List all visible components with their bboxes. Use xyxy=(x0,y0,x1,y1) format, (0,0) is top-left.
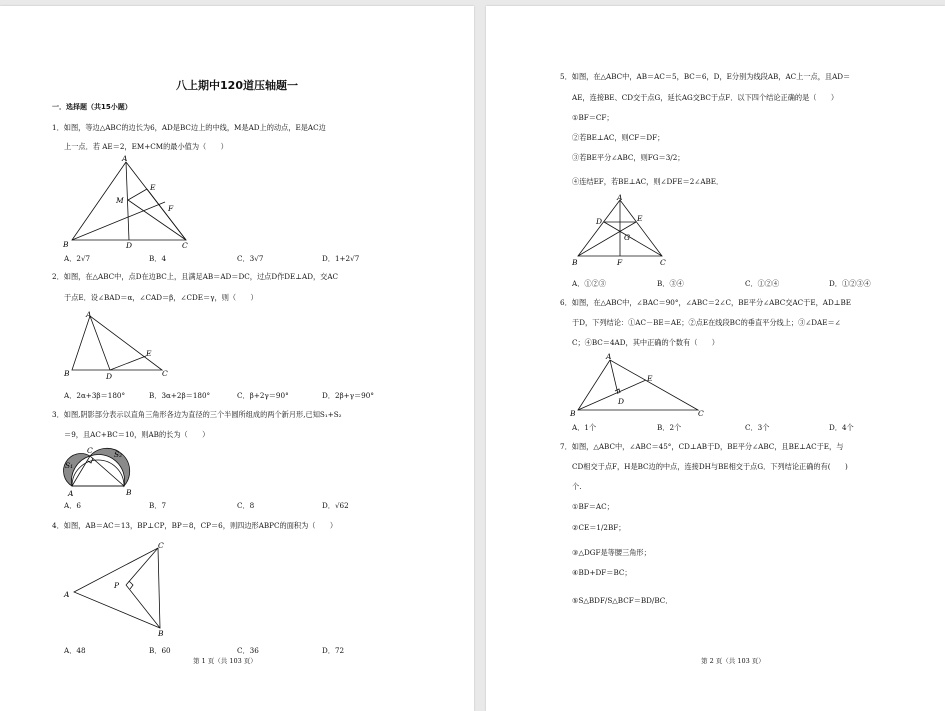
q2-text-line2: 于点E．设∠BAD＝α，∠CAD＝β，∠CDE＝γ，则（ ） xyxy=(64,293,258,302)
q5-option-d: D．①②③④ xyxy=(829,279,871,288)
q3-text-line1: 3．如图,阴影部分表示以直角三角形各边为直径的三个半圆所组成的两个新月形,已知S₁+S₂ xyxy=(52,410,342,419)
q1-text-line2: 上一点．若 AE＝2，EM+CM的最小值为（ ） xyxy=(64,142,228,151)
q5-statement-3: ③若BE平分∠ABC，则FG＝3/2； xyxy=(572,153,685,162)
q3-option-c: C．8 xyxy=(237,501,255,510)
q1-label-m: M xyxy=(116,196,124,205)
q3-figure xyxy=(60,442,152,498)
document-page-2 xyxy=(486,6,945,711)
q5-text-line1: 5．如图，在△ABC中，AB＝AC＝5，BC＝6，D，E分别为线段AB，AC上一点，且AD＝ xyxy=(560,72,851,81)
q2-figure xyxy=(62,310,174,380)
q4-figure xyxy=(60,540,175,640)
q7-text-line2: CD相交于点F，H是BC边的中点，连接DH与BE相交于点G．下列结论正确的有( ) xyxy=(572,462,848,471)
q7-text-line3: 个. xyxy=(572,482,582,491)
q5-statement-2: ②若BE⊥AC，则CF＝DF； xyxy=(572,133,665,142)
q5-label-e: E xyxy=(637,214,643,223)
q4-option-b: B．60 xyxy=(149,646,171,655)
q5-option-b: B．③④ xyxy=(657,279,684,288)
q2-label-b: B xyxy=(64,369,70,378)
q6-label-e: E xyxy=(647,374,653,383)
q3-option-d: D．√62 xyxy=(322,501,349,510)
q1-figure xyxy=(60,154,200,252)
q6-label-d: D xyxy=(618,397,625,406)
page-footer-1: 第 1 页（共 103 页） xyxy=(193,657,257,665)
q6-option-a: A．1个 xyxy=(572,423,597,432)
q2-label-c: C xyxy=(162,369,168,378)
q7-statement-5: ⑤S△BDF/S△BCF＝BD/BC． xyxy=(572,596,673,605)
document-title: 八上期中120道压轴题一 xyxy=(176,79,298,92)
q4-label-b: B xyxy=(158,629,164,638)
q5-label-b: B xyxy=(572,258,578,267)
q1-label-d: D xyxy=(126,241,133,250)
document-page-1 xyxy=(0,6,474,711)
q7-text-line1: 7．如图，△ABC中，∠ABC＝45°，CD⊥AB于D，BE平分∠ABC，且BE⊥AC于E，与 xyxy=(560,442,844,451)
q5-statement-1: ①BF＝CF； xyxy=(572,113,614,122)
q4-label-p: P xyxy=(114,581,120,590)
q2-option-d: D．2β+γ＝90° xyxy=(322,391,374,400)
q3-label-c: C xyxy=(87,446,93,455)
q3-option-a: A．6 xyxy=(64,501,81,510)
q2-option-b: B．3α+2β＝180° xyxy=(149,391,211,400)
q1-option-d: D．1+2√7 xyxy=(322,254,360,263)
q4-label-c: C xyxy=(158,541,164,550)
q5-statement-4: ④连结EF，若BE⊥AC，则∠DFE＝2∠ABE． xyxy=(572,177,724,186)
q7-statement-2: ②CE＝1/2BF； xyxy=(572,523,626,532)
q2-option-c: C．β+2γ＝90° xyxy=(237,391,289,400)
q2-label-a: A xyxy=(86,310,92,319)
q5-figure xyxy=(570,194,680,270)
q6-option-c: C．3个 xyxy=(745,423,770,432)
q1-option-b: B．4 xyxy=(149,254,167,263)
q6-label-a: A xyxy=(606,352,612,361)
q2-option-a: A．2α+3β＝180° xyxy=(64,391,126,400)
q6-text-line1: 6．如图，在△ABC中，∠BAC＝90°，∠ABC＝2∠C，BE平分∠ABC交AC于E，AD⊥BE xyxy=(560,298,851,307)
q3-option-b: B．7 xyxy=(149,501,167,510)
page-footer-2: 第 2 页（共 103 页） xyxy=(701,657,765,665)
q3-label-s1: S₁ xyxy=(65,461,74,470)
q3-label-a: A xyxy=(68,489,74,498)
q6-option-d: D．4个 xyxy=(829,423,854,432)
q6-label-b: B xyxy=(570,409,576,418)
q3-text-line2: ＝9，且AC+BC＝10，则AB的长为（ ） xyxy=(64,430,210,439)
q6-text-line3: C；④BC＝4AD，其中正确的个数有（ ） xyxy=(572,338,719,347)
q4-option-c: C．36 xyxy=(237,646,259,655)
q5-label-d: D xyxy=(596,217,603,226)
q1-label-c: C xyxy=(182,241,188,250)
q5-text-line2: AE，连接BE、CD交于点G，延长AG交BC于点F．以下四个结论正确的是（ ） xyxy=(572,93,839,102)
q6-text-line2: 于D，下列结论：①AC－BE＝AE；②点E在线段BC的垂直平分线上；③∠DAE＝∠ xyxy=(572,318,841,327)
q1-option-a: A．2√7 xyxy=(64,254,91,263)
q4-option-a: A．48 xyxy=(64,646,86,655)
q4-label-a: A xyxy=(64,590,70,599)
q5-label-c: C xyxy=(660,258,666,267)
q5-label-g: G xyxy=(624,233,630,242)
q1-text-line1: 1．如图，等边△ABC的边长为6，AD是BC边上的中线，M是AD上的动点，E是AC边 xyxy=(52,123,326,132)
q3-label-s2: S₂ xyxy=(114,450,123,459)
q6-label-c: C xyxy=(698,409,704,418)
q1-label-e: E xyxy=(150,183,156,192)
q1-label-a: A xyxy=(122,154,128,163)
q4-text-line1: 4．如图，AB＝AC＝13，BP⊥CP，BP＝8，CP＝6，则四边形ABPC的面积为（ ） xyxy=(52,521,338,530)
q5-option-c: C．①②④ xyxy=(745,279,780,288)
q3-label-b: B xyxy=(126,488,132,497)
q4-option-d: D．72 xyxy=(322,646,345,655)
q6-option-b: B．2个 xyxy=(657,423,682,432)
q5-label-a: A xyxy=(617,193,623,202)
q5-label-f: F xyxy=(617,258,623,267)
q2-label-e: E xyxy=(146,349,152,358)
q5-option-a: A．①②③ xyxy=(572,279,606,288)
q7-statement-3: ③△DGF是等腰三角形； xyxy=(572,548,651,557)
q7-statement-4: ④BD+DF＝BC； xyxy=(572,568,632,577)
section-heading: 一．选择题（共15小题） xyxy=(52,103,132,111)
q2-text-line1: 2．如图，在△ABC中，点D在边BC上，且满足AB＝AD＝DC，过点D作DE⊥AD，交AC xyxy=(52,272,339,281)
q2-label-d: D xyxy=(106,372,113,381)
q1-label-b: B xyxy=(63,240,69,249)
q7-statement-1: ①BF＝AC； xyxy=(572,502,614,511)
q1-label-f: F xyxy=(168,204,174,213)
q1-option-c: C．3√7 xyxy=(237,254,264,263)
q6-figure xyxy=(570,352,710,420)
